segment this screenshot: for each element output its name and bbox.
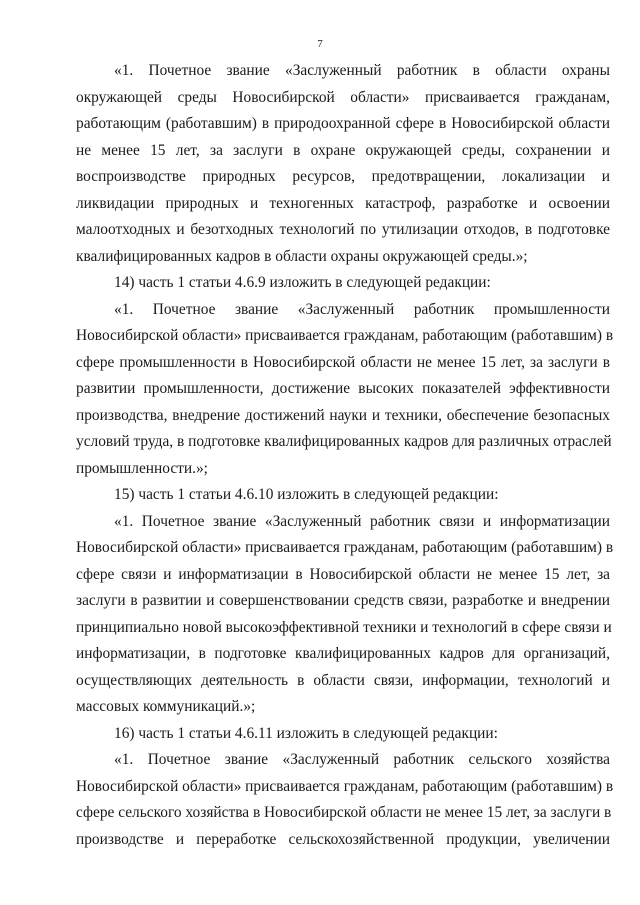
text-line: информатизации, в подготовке квалифицированных кадров для организаций, bbox=[76, 645, 610, 662]
text-line: не менее 15 лет, за заслуги в охране окружающей среды, сохранении и bbox=[76, 141, 610, 159]
text-line: сфере сельского хозяйства в Новосибирской области не менее 15 лет, за заслуги в bbox=[76, 804, 612, 821]
text-line: 15) часть 1 статьи 4.6.10 изложить в следующей редакции: bbox=[114, 486, 499, 503]
document-body bbox=[76, 58, 614, 853]
text-line: «1. Почетное звание «Заслуженный работник сельского хозяйства bbox=[114, 751, 610, 768]
text-line: развитии промышленности, достижение высоких показателей эффективности bbox=[76, 380, 610, 397]
page-number: 7 bbox=[317, 38, 323, 50]
text-line: сфере связи и информатизации в Новосибирской области не менее 15 лет, за bbox=[76, 565, 610, 583]
text-line: условий труда, в подготовке квалифицированных кадров для различных отраслей bbox=[76, 433, 612, 450]
text-line: 16) часть 1 статьи 4.6.11 изложить в следующей редакции: bbox=[114, 724, 498, 742]
text-line: 14) часть 1 статьи 4.6.9 изложить в следующей редакции: bbox=[114, 274, 491, 291]
text-line: массовых коммуникаций.»; bbox=[76, 698, 256, 715]
text-line: сфере промышленности в Новосибирской области не менее 15 лет, за заслуги в bbox=[76, 353, 610, 371]
text-line: осуществляющих деятельность в области связи, информации, технологий и bbox=[76, 671, 610, 689]
text-line: квалифицированных кадров в области охраны окружающей среды.»; bbox=[76, 247, 528, 265]
text-line: «1. Почетное звание «Заслуженный работник в области охраны bbox=[114, 62, 610, 79]
text-line: воспроизводстве природных ресурсов, предотвращении, локализации и bbox=[76, 168, 610, 185]
text-line: работающим (работавшим) в природоохранной сфере в Новосибирской области bbox=[76, 115, 610, 132]
text-line: заслуги в развитии и совершенствовании средств связи, разработке и внедрении bbox=[76, 592, 610, 609]
text-line: Новосибирской области» присваивается гражданам, работающим (работавшим) в bbox=[76, 777, 614, 795]
text-line: Новосибирской области» присваивается гражданам, работающим (работавшим) в bbox=[76, 327, 614, 344]
text-line: производстве и переработке сельскохозяйственной продукции, увеличении bbox=[76, 830, 610, 848]
text-line: производства, внедрение достижений науки и техники, обеспечение безопасных bbox=[76, 406, 610, 424]
text-line: окружающей среды Новосибирской области» присваивается гражданам, bbox=[76, 88, 610, 106]
text-line: принципиально новой высокоэффективной техники и технологий в сфере связи и bbox=[76, 618, 612, 636]
text-line: «1. Почетное звание «Заслуженный работник связи и информатизации bbox=[114, 512, 610, 530]
text-line: Новосибирской области» присваивается гражданам, работающим (работавшим) в bbox=[76, 539, 614, 556]
text-line: «1. Почетное звание «Заслуженный работник промышленности bbox=[114, 300, 610, 318]
text-line: малоотходных и безотходных технологий по утилизации отходов, в подготовке bbox=[76, 221, 610, 238]
text-line: промышленности.»; bbox=[76, 459, 208, 477]
text-line: ликвидации природных и техногенных катастроф, разработке и освоении bbox=[76, 194, 610, 212]
